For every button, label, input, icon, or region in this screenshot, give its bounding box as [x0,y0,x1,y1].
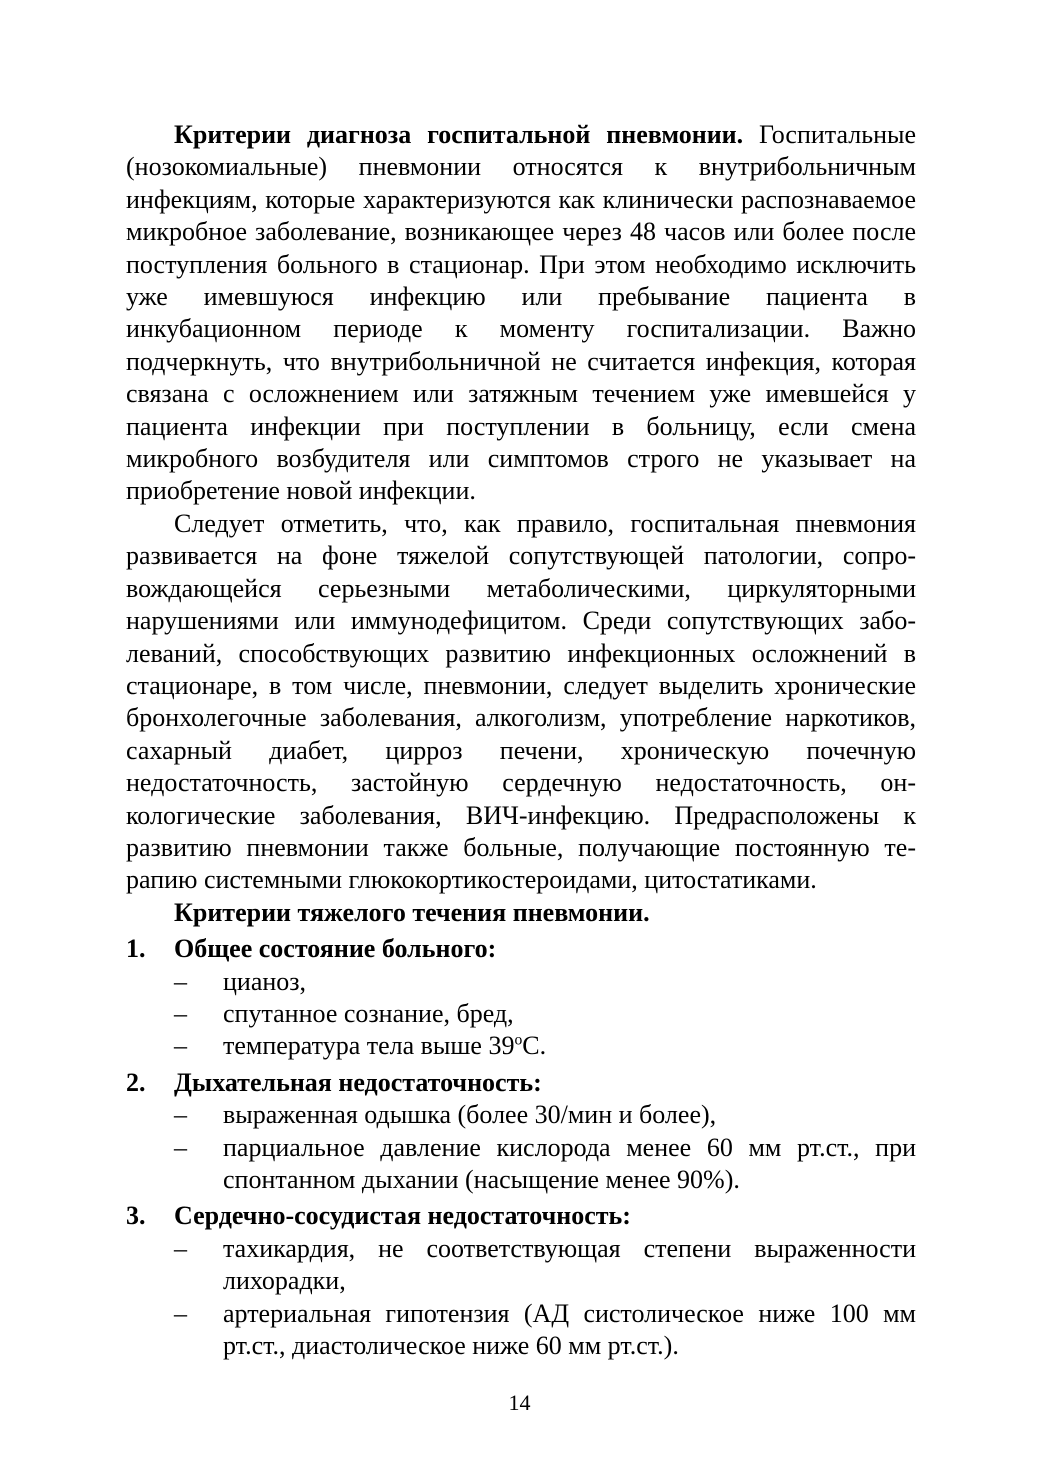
list-item [126,966,916,998]
dash-bullet: – [174,1031,187,1061]
list-item-text-suffix: С. [522,1031,547,1061]
section-number: 2. [126,1067,146,1097]
list-item-text: выраженная одышка (более 30/мин и более), [223,1100,717,1130]
list-item [126,1298,916,1363]
list-item [126,1132,916,1197]
severity-section-respiratory [126,1067,916,1099]
list-item-text: парциальное давление кислорода менее 60 мм рт.ст., при спонтанном дыхании (насыщение менее 90%). [223,1132,916,1194]
list-item [126,1099,916,1131]
list-item-text: спутанное сознание, бред, [223,998,514,1028]
general-state-list [126,966,916,1063]
degree-superscript: o [514,1031,523,1049]
paragraph-comorbidities: Следует отметить, что, как правило, госпитальная пневмония развивается на фоне тяжелой сопутствующей патологии, сопровождающейся серьезными метаболическими, циркуляторными нарушениями или иммунодефицитом. Среди сопутствующих заболеваний, способствующих развитию инфекционных осложнений в стационаре, в том числе, пневмонии, следует выделить хронические бронхолегочные заболевания, алкоголизм, употребление наркотиков, сахарный диабет, цирроз печени, хроническую почечную недостаточность, застойную сердечную недостаточность, онкологические заболевания, ВИЧ-инфекцию. Предрасположены к развитию пневмонии также больные, получающие постоянную терапию системными глюкокортикостероидами, цитостатиками. [126,508,916,895]
list-item [126,998,916,1030]
list-item-text: тахикардия, не соответствующая степени выраженности лихорадки, [223,1233,916,1296]
dash-bullet: – [174,1100,187,1130]
section-number: 3. [126,1201,146,1231]
dash-bullet: – [174,1233,187,1263]
respiratory-list [126,1099,916,1196]
dash-bullet: – [174,966,187,996]
dash-bullet: – [174,998,187,1028]
dash-bullet: – [174,1132,187,1162]
list-item-text: артериальная гипотензия (АД систолическое ниже 100 мм рт.ст., диастолическое ниже 60 мм рт.ст.). [223,1298,916,1361]
paragraph-hospital-pneumonia-criteria [126,119,916,508]
cardiovascular-list [126,1233,916,1363]
page-body [126,119,916,1362]
list-item-text: цианоз, [223,966,307,996]
page-number: 14 [508,1390,531,1415]
section-title: Общее состояние больного: [174,934,497,964]
section-title: Сердечно-сосудистая недостаточность: [174,1201,631,1231]
list-item-text: температура тела выше 39 [223,1031,515,1061]
section-title: Дыхательная недостаточность: [174,1067,542,1097]
paragraph-text: Госпитальные (нозокомиальные) пневмонии относятся к внутрибольничным инфекциям, которые характеризуются как клинически распознаваемое микробное заболевание, возникающее через 48 часов или более после поступления больного в стационар. При этом необходимо исключить уже имевшуюся инфекцию или пребывание пациента в инкубационном периоде к моменту госпитализации. Важно подчеркнуть, что внутрибольничной не считается инфекция, которая связана с осложнением или затяжным течением уже имевшейся у пациента инфекции при поступлении в больницу, если смена микробного возбудителя или симптомов строго не указывает на приобретение новой инфекции. [126,120,916,506]
severity-section-general-state [126,933,916,965]
list-item [126,1030,916,1062]
dash-bullet: – [174,1298,187,1328]
severity-criteria-title: Критерии тяжелого течения пневмонии. [174,897,650,927]
severity-section-cardiovascular [126,1200,916,1232]
paragraph-heading: Критерии диагноза госпитальной пневмонии. [174,120,744,149]
section-number: 1. [126,934,146,964]
list-item [126,1233,916,1298]
